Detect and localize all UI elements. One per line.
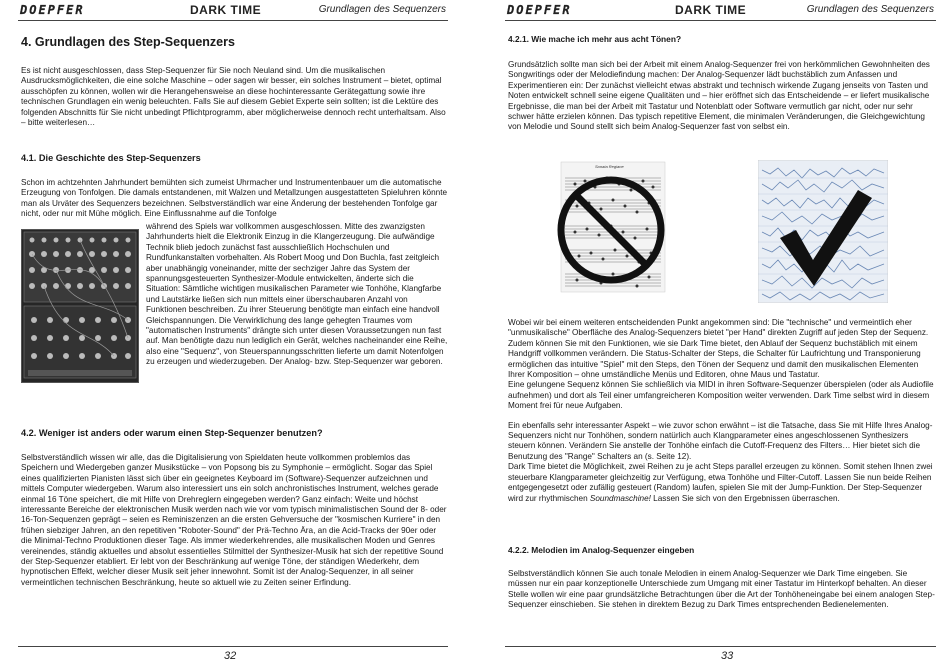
paragraph-4-1-a: Schon im achtzehnten Jahrhundert bemühten sich zumeist Uhrmacher und Instrumentenbauer um die automatische Erzeugung von Tonfolgen. Die damals entstandenen, mit Walzen und Metallzungen ausgestatteten Spieluhren könnte man als Urväter des Sequenzers bezeichnen. Selbstverständlich war eine Änderung der bestehenden Tonfolge gar nicht, oder nur mit Mühe möglich. Eine Einflussnahme auf die Tonfolge [21, 178, 448, 219]
paragraph-4-2-2: Selbstverständlich können Sie auch tonale Melodien in einem Analog-Sequenzer wie Dark Time eingeben. Sie müssen nur ein paar konzeptionelle Unterschiede zum Umgang mit einer Tastatur im Hinterkopf behalten. An dieser Stelle wollen wir eine paar grundsätzliche Betrachtungen über die Art der Tonhöheneingabe bei einem analogen Step-Sequenzer einschieben. Sie stehen in direktem Bezug zu Dark Times entsprechenden Bedienelementen. [508, 569, 935, 610]
section-name: Grundlagen des Sequenzers [806, 4, 934, 15]
doepfer-logo: DOEPFER [20, 3, 85, 17]
left-footer-line [18, 646, 448, 647]
page-number-right: 33 [721, 650, 734, 662]
page-number-left: 32 [224, 650, 237, 662]
right-page [475, 0, 950, 667]
paragraph-two-rows [508, 462, 936, 504]
intro-paragraph: Es ist nicht ausgeschlossen, dass Step-Sequenzer für Sie noch Neuland sind. Um die musikalischen Ausdrucksmöglichkeiten, die eine solche Maschine – oder sagen wir besser, ein solches Instrument – bietet, optimal ausschöpfen zu können, wollen wir die Herangehensweise an diese hochinteressante Gerätegattung sowie ihre technischen Grundlagen ein wenig beleuchten. Falls Sie auf diesem Gebiet Experte sein sollten; ist die Lektüre des folgenden Abschnitts für Sie nicht unbedingt Pflichtprogramm, aber möglicherweise dennoch recht unterhaltsam. Also – bitte weiterlesen… [21, 66, 446, 128]
score-title: Sonata Regiane [595, 164, 624, 169]
heading-4-2-1: 4.2.1. Wie mache ich mehr aus acht Tönen? [508, 34, 682, 44]
two-rows-ending: Lassen Sie sich von den Ergebnissen überraschen. [650, 493, 840, 503]
doepfer-logo: DOEPFER [507, 3, 572, 17]
heading-4-1: 4.1. Die Geschichte des Step-Sequenzers [21, 153, 201, 163]
two-rows-text: Dark Time bietet die Möglichkeit, zwei Reihen zu je acht Steps parallel erzeugen zu können. Somit stehen Ihnen zwei steuerbare Klangparameter gleichzeitig zur Verfügung, etwa Tonhöhe und Filter-Cutoff. Lassen Sie nun beide Reihen entgegengesetzt oder zufällig gesteuert (Random) laufen, spielen Sie mit der Jump-Funktion. Der Step-Sequenzer wird zur rhythmischen [508, 462, 933, 503]
waveform-illustration [758, 160, 888, 303]
right-header [505, 2, 936, 21]
left-header [18, 2, 448, 21]
heading-4-2: 4.2. Weniger ist anders oder warum einen Step-Sequenzer benutzen? [21, 428, 323, 438]
modular-synth-photo [21, 229, 139, 383]
paragraph-direct-access: Wobei wir bei einem weiteren entscheidenden Punkt angekommen sind: Die "technische" und vermeintlich eher "unmusikalische" Oberfläche des Analog-Sequenzers bietet "per Hand" direkten Zugriff auf jeden Step der Sequenz. Zudem können Sie mit den Funktionen, wie sie Dark Time bietet, den Ablauf der Sequenz buchstäblich mit einem Handgriff vollkommen verändern. Die Status-Schalter der Steps, die Schalter für Laufrichtung und Transponierung ermöglichen das intuitive "Spiel" mit den Steps, den Tönen der Sequenz und damit den musikalischen Elementen Ihrer Komposition – ohne umständliche Menüs und Editoren, ohne Maus und Tastatur. [508, 318, 929, 380]
paragraph-4-1-b: während des Spiels war vollkommen ausgeschlossen. Mitte des zwanzigsten Jahrhunderts hielt die Elektronik Einzug in die Klangerzeugung. Die aufwändige Technik blieb jedoch zunächst fast ausschließlich Hochschulen und Rundfunkanstalten vorbehalten. Als Robert Moog und Don Buchla, fast zeitgleich aber unabhängig voneinander, mitte der sechziger Jahre das System der spannungsgesteuerten Synthesizer-Module entwickelten, änderte sich die Situation: Sämtliche wichtigen musikalischen Parameter wie Tonhöhe, Klangfarbe und Lautstärke ließen sich nun mittels einer überschaubaren Anzahl von Funktionen beschreiben. Zu ihrer Steuerung benötigte man einfach eine handvoll Gleichspannungen. Die Verwirklichung des lange gehegten Traumes vom "automatischen Instruments" drängte sich unter diesen Voraussetzungen nun fast auf. Man benötigte dazu nun lediglich ein Gerät, welches nacheinander eine Reihe, also eine "Sequenz", von Steuerspannungsschritten lieferte um damit Notenfolgen zu erzeugen und wiederzugeben. Der Analog- bzw. Step-Sequenzer war geboren. [146, 222, 448, 367]
heading-4-2-2: 4.2.2. Melodien im Analog-Sequenzer eingeben [508, 545, 695, 555]
paragraph-sound-parameters: Ein ebenfalls sehr interessanter Aspekt – wie zuvor schon erwähnt – ist die Tatsache, dass Sie mit Hilfe Ihres Analog-Sequenzers nicht nur Tonhöhen, sondern natürlich auch Klangparameter eines angeschlossenen Synthesizers steuern können. Verändern Sie anstelle der Tonhöhe einfach die Cutoff-Frequenz des Filters… Hier bietet sich die Benutzung des "Range" Schalters an (s. Seite 12). [508, 420, 933, 461]
paragraph-after-images-1 [508, 318, 936, 504]
product-name: DARK TIME [190, 3, 262, 17]
paragraph-4-2: Selbstverständlich wissen wir alle, das die Digitalisierung von Spieldaten heute vollkommen problemlos das Speichern und Wiedergeben ganzer Musikstücke – von Popsong bis zu Symphonie – ermöglicht. Sogar das Spiel eines qualifizierten Pianisten lässt sich über ein geeignetes Keyboard im (Software)-Sequenzer aufzeichnen und mittels Computer wiedergeben. Warum also interessiert uns ein solch anchronistisches Instrument, welches gerade einmal 16 Töne speichert, die mit Hilfe von Drehreglern eingegeben werden? Ganz einfach: Weite und höchst interessante Bereiche der elektronischen Musik werden nach wie vor vom typisch minimalistischen Sound der 8- oder 16-Ton-Sequenzen geprägt – seien es Reminiszenzen an die ersten Gehversuche der "kosmischen Kurriere" in den frühen siebziger Jahren, an den repetitiven "Roboter-Sound" der Prä-Techno Ära, an die Acid-Tracks der 90er oder die Minimal-Techno Produktionen dieser Tage. Als immer wiederkehrendes, alle musikalischen Moden und Genres vereinendes, ständig aktuelles und absolut essentielles Stilmittel der Synthesizer-Musik hat sich der repetitive Sound der Step-Sequenzer etabliert. Er lebt von der Beschränkung auf wenige Töne, der ständigen Wiederkehr, dem hypnotischen Effekt, welcher dieser Musik seit jeher innewohnt. Somit ist der Analog-Sequenzer, in all seiner vermeintlichen technischen Beschränkung, heute so aktuell wie zu Zeiten seiner Erfindung. [21, 453, 447, 587]
modular-synth-illustration [22, 230, 138, 382]
checked-waveform-display [758, 160, 888, 303]
right-footer-line [505, 646, 936, 647]
paragraph-midi-export: Eine gelungene Sequenz können Sie schließlich via MIDI in ihren Software-Sequenzer überspielen (oder als Audiofile aufnehmen) und dort als Teil einer umfangreicheren Komposition weiter verwenden. Dark Time selbst wird in diesem Moment frei für neue Aufgaben. [508, 380, 934, 411]
product-name: DARK TIME [675, 3, 747, 17]
soundmaschine-emphasis: Soundmaschine! [589, 493, 651, 503]
crossed-out-sheet-music [555, 160, 667, 294]
section-name: Grundlagen des Sequenzers [318, 4, 446, 15]
sheet-music-illustration [555, 160, 667, 294]
paragraph-4-2-1: Grundsätzlich sollte man sich bei der Arbeit mit einem Analog-Sequenzer frei von herkömmlichen Gewohnheiten des Songwritings oder der Melodiefindung machen: Der Analog-Sequenzer lädt buchstäblich zum Anfassen und Experimentieren ein: Der zunächst vielleicht etwas abstrakt und technisch wirkende Zugang jenseits von Tasten und Noten entwickelt schnell seine eigene Qualitäten und – hier eröffnet sich das Entscheidende – er liefert musikalische Ergebnisse, die man bei der Arbeit mit Tastatur und Notenblatt oder Software vermutlich gar nicht, oder nur sehr schwer hätte erzielen können. Das typisch repetitive Element, die minimalen Veränderungen, die Gleichgewichtung von Melodie und Sound stellt sich beim Analog-Sequenzer fast von selbst ein. [508, 60, 930, 132]
chapter-title: 4. Grundlagen des Step-Sequenzers [21, 35, 235, 49]
